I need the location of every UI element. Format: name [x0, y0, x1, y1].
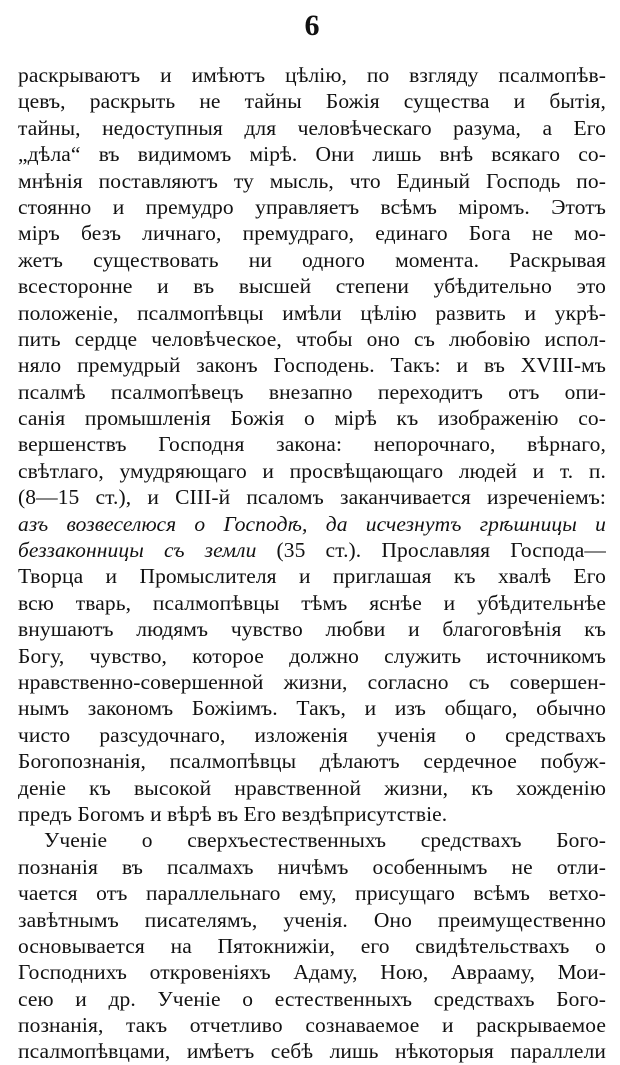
text-line: завѣтнымъ писателямъ, ученія. Оно преимущественно	[18, 907, 606, 932]
text-line: вершенствъ Господня закона: непорочнаго, вѣрнаго,	[18, 432, 606, 457]
text-line: мнѣнія поставляютъ ту мысль, что Единый Господь по-	[18, 168, 606, 193]
text-line: міръ безъ личнаго, премудраго, единаго Бога не мо-	[18, 221, 606, 246]
quote-tail-text: (35 ст.). Прославляя Господа—	[256, 538, 606, 563]
text-line: нравственно-совершенной жизни, согласно съ совершен-	[18, 669, 606, 694]
text-line: познанія, такъ отчетливо сознаваемое и раскрываемое	[18, 1013, 606, 1038]
text-line: Творца и Промыслителя и приглашая къ хвалѣ Его	[18, 564, 606, 589]
text-line: раскрываютъ и имѣютъ цѣлію, по взгляду псалмопѣв-	[18, 63, 606, 87]
paragraph-2	[18, 827, 606, 1065]
text-line: пить сердце человѣческое, чтобы оно съ любовію испол-	[18, 326, 606, 351]
text-line: няло премудрый законъ Господень. Такъ: и въ XVIII-мъ	[18, 353, 606, 378]
text-line: стоянно и премудро управляетъ всѣмъ міромъ. Этотъ	[18, 194, 606, 219]
text-line: Богопознанія, псалмопѣвцы дѣлаютъ сердечное побуж-	[18, 749, 606, 774]
text-line: чается отъ параллельнаго ему, присущаго всѣмъ ветхо-	[18, 881, 606, 906]
italic-quote-line: азъ возвеселюся о Господѣ, да исчезнутъ грѣшницы и	[18, 511, 606, 536]
text-line: санія промышленія Божія о мірѣ къ изображенію со-	[18, 406, 606, 431]
book-page	[18, 6, 606, 1065]
text-line: Богу, чувство, которое должно служить источникомъ	[18, 643, 606, 668]
text-line: всю тварь, псалмопѣвцы тѣмъ яснѣе и убѣдительнѣе	[18, 590, 606, 615]
paragraph-1	[18, 62, 606, 827]
text-line: Господнихъ откровеніяхъ Адаму, Ною, Аврааму, Мои-	[18, 960, 606, 985]
mixed-quote-line	[18, 537, 606, 563]
text-line: деніе къ высокой нравственной жизни, къ хожденію	[18, 775, 606, 800]
text-line-first: Ученіе о сверхъестественныхъ средствахъ Бого-	[44, 828, 606, 853]
italic-quote-fragment: беззаконницы съ земли	[18, 538, 257, 563]
page-number: 6	[304, 9, 320, 42]
text-line: (8—15 ст.), и СІІІ-й псаломъ заканчивается изреченіемъ:	[18, 485, 606, 510]
text-line: чисто разсудочнаго, изложенія ученія о средствахъ	[18, 722, 606, 747]
text-line: псалмѣ псалмопѣвецъ внезапно переходитъ отъ опи-	[18, 379, 606, 404]
text-line: цевъ, раскрыть не тайны Божія существа и бытія,	[18, 89, 606, 114]
text-line: „дѣла“ въ видимомъ мірѣ. Они лишь внѣ всякаго со-	[18, 142, 606, 167]
text-line: познанія въ псалмахъ ничѣмъ особеннымъ не отли-	[18, 854, 606, 879]
text-line: всесторонне и въ высшей степени убѣдительно это	[18, 274, 606, 299]
text-line: сею и др. Ученіе о естественныхъ средствахъ Бого-	[18, 986, 606, 1011]
text-line: тайны, недоступныя для человѣческаго разума, а Его	[18, 115, 606, 140]
text-line: основывается на Пятокнижіи, его свидѣтельствахъ о	[18, 933, 606, 958]
text-line: псалмопѣвцами, имѣетъ себѣ лишь нѣкоторыя параллели	[18, 1039, 606, 1064]
text-line: свѣтлаго, умудряющаго и просвѣщающаго людей и т. п.	[18, 458, 606, 483]
text-line: положеніе, псалмопѣвцы имѣли цѣлію развить и укрѣ-	[18, 300, 606, 325]
text-line: внушаютъ людямъ чувство любви и благоговѣнія къ	[18, 617, 606, 642]
text-line: нымъ закономъ Божіимъ. Такъ, и изъ общаго, обычно	[18, 696, 606, 721]
text-line-last: предъ Богомъ и вѣрѣ въ Его вездѣприсутствіе.	[18, 801, 448, 826]
text-line: жетъ существовать ни одного момента. Раскрывая	[18, 247, 606, 272]
